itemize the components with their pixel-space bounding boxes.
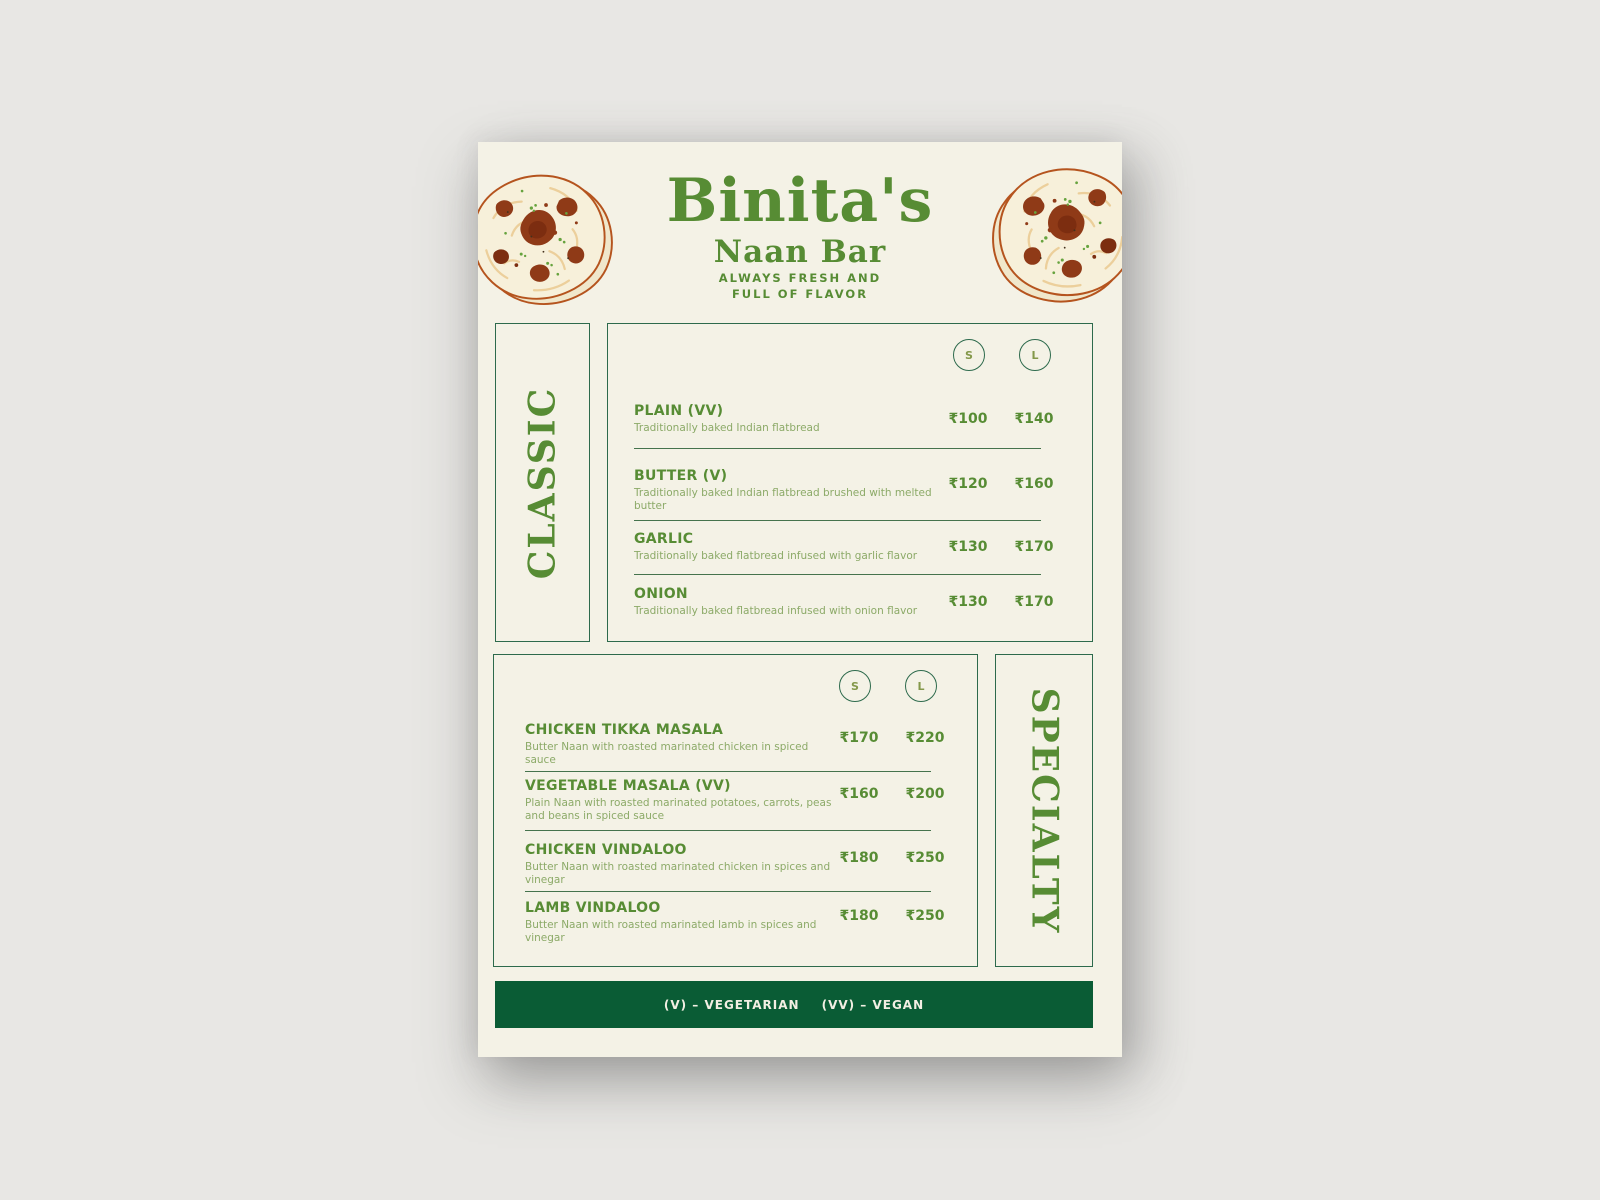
item-price-small: ₹130 (948, 594, 988, 610)
restaurant-subtitle: Naan Bar (713, 234, 887, 270)
item-description: Plain Naan with roasted marinated potatoes, carrots, peas and beans in spiced sauce (525, 797, 832, 822)
classic-section-label: CLASSIC (521, 386, 564, 579)
size-large-label: L (917, 679, 925, 693)
vegan-legend: (VV) – VEGAN (821, 997, 925, 1012)
size-small-badge (953, 339, 985, 371)
menu-item-garlic (634, 532, 1082, 563)
item-price-large: ₹200 (905, 786, 945, 802)
item-name: CHICKEN VINDALOO (525, 842, 687, 858)
item-divider (634, 574, 1041, 575)
item-name: CHICKEN TIKKA MASALA (525, 722, 724, 738)
item-description: Traditionally baked flatbread infused with onion flavor (634, 605, 918, 617)
item-name: LAMB VINDALOO (525, 900, 661, 916)
item-name: VEGETABLE MASALA (VV) (525, 778, 731, 794)
size-large-badge (905, 670, 937, 702)
item-description: Traditionally baked Indian flatbread (634, 422, 820, 434)
tagline (478, 271, 1122, 302)
item-description: Butter Naan with roasted marinated lamb in spices and vinegar (525, 919, 817, 944)
item-price-large: ₹170 (1014, 539, 1054, 555)
item-price-large: ₹160 (1014, 476, 1054, 492)
specialty-section-label-box (995, 654, 1093, 967)
item-divider (634, 520, 1041, 521)
item-description: Traditionally baked Indian flatbread brushed with melted butter (634, 487, 932, 512)
size-large-label: L (1031, 348, 1039, 362)
menu-item-onion (634, 587, 1082, 618)
item-price-large: ₹220 (905, 730, 945, 746)
tagline-line-2: FULL OF FLAVOR (731, 286, 869, 301)
menu-item-lamb-vindaloo (525, 901, 967, 944)
item-price-small: ₹180 (839, 850, 879, 866)
size-small-badge (839, 670, 871, 702)
menu-item-chicken-vindaloo (525, 843, 967, 886)
item-price-small: ₹160 (839, 786, 879, 802)
menu-item-butter (634, 469, 1082, 512)
item-description: Traditionally baked flatbread infused with garlic flavor (634, 550, 918, 562)
legend-footer-bar (495, 981, 1093, 1028)
item-name: ONION (634, 586, 688, 602)
item-name: GARLIC (634, 531, 694, 547)
item-price-large: ₹250 (905, 850, 945, 866)
size-small-label: S (965, 348, 973, 362)
size-small-label: S (851, 679, 859, 693)
item-price-large: ₹250 (905, 908, 945, 924)
item-description: Butter Naan with roasted marinated chicken in spiced sauce (525, 741, 809, 766)
size-large-badge (1019, 339, 1051, 371)
specialty-section-label: SPECIALTY (1023, 687, 1066, 934)
item-divider (525, 830, 931, 831)
item-description: Butter Naan with roasted marinated chicken in spices and vinegar (525, 861, 831, 886)
item-price-small: ₹180 (839, 908, 879, 924)
item-divider (525, 771, 931, 772)
tagline-line-1: ALWAYS FRESH AND (718, 271, 882, 285)
classic-section-label-box (495, 323, 590, 642)
vegetarian-legend: (V) – VEGETARIAN (663, 997, 800, 1012)
classic-menu-box (607, 323, 1093, 642)
menu-item-chicken-tikka-masala (525, 723, 967, 766)
item-name: BUTTER (V) (634, 468, 728, 484)
item-price-small: ₹170 (839, 730, 879, 746)
menu-item-plain (634, 404, 1082, 435)
item-price-small: ₹130 (948, 539, 988, 555)
menu-page (478, 142, 1122, 1057)
item-price-large: ₹170 (1014, 594, 1054, 610)
item-price-small: ₹100 (948, 411, 988, 427)
item-price-large: ₹140 (1014, 411, 1054, 427)
menu-item-vegetable-masala (525, 779, 967, 822)
specialty-menu-box (493, 654, 978, 967)
item-divider (634, 448, 1041, 449)
item-price-small: ₹120 (948, 476, 988, 492)
item-name: PLAIN (VV) (634, 403, 724, 419)
restaurant-name: Binita's (666, 166, 934, 236)
item-divider (525, 891, 931, 892)
